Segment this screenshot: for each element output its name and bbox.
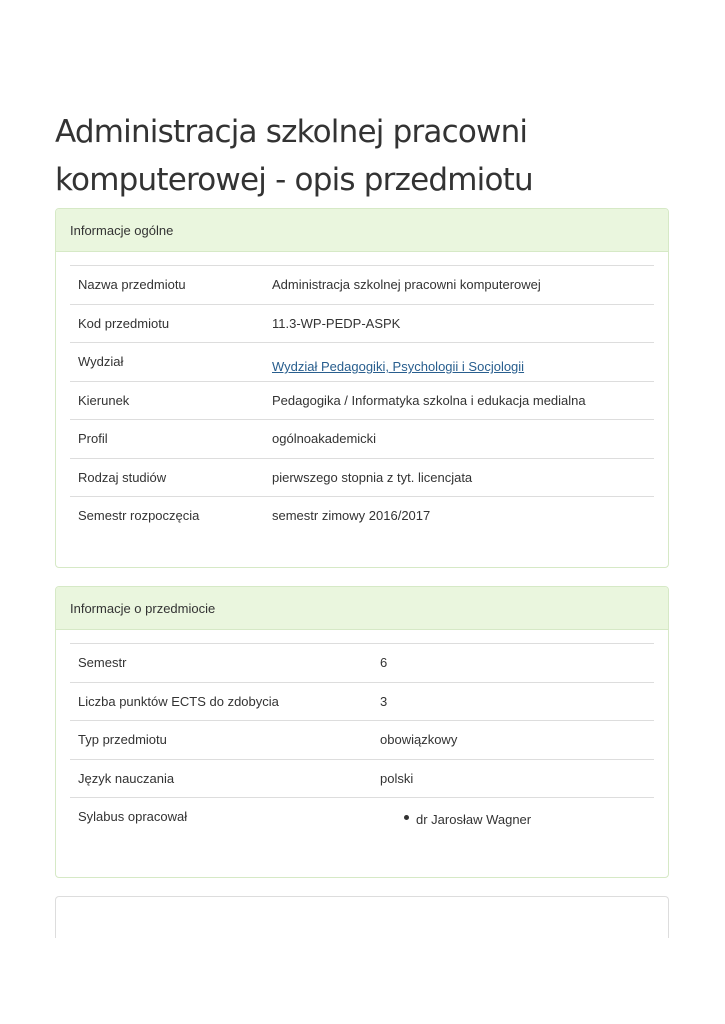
row-label: Semestr	[78, 655, 127, 670]
row-value: pierwszego stopnia z tyt. licencjata	[272, 469, 473, 485]
row-label: Nazwa przedmiotu	[78, 277, 186, 292]
subject-info-body	[56, 630, 668, 836]
row-value: Pedagogika / Informatyka szkolna i edukacja medialna	[272, 392, 586, 408]
table-row	[70, 721, 654, 760]
table-row	[70, 304, 654, 343]
page-bottom-cover	[0, 938, 725, 1024]
author-name: dr Jarosław Wagner	[416, 812, 532, 827]
subject-info-table	[70, 643, 654, 836]
row-label: Sylabus opracował	[78, 809, 188, 824]
table-row	[70, 381, 654, 420]
row-value	[372, 798, 654, 837]
row-value: polski	[380, 770, 414, 786]
row-value: Administracja szkolnej pracowni komputerowej	[272, 277, 541, 292]
general-info-body	[56, 252, 668, 535]
row-label: Typ przedmiotu	[78, 732, 167, 747]
general-info-heading: Informacje ogólne	[56, 209, 668, 252]
row-value: ogólnoakademicki	[272, 431, 377, 446]
list-item	[380, 812, 531, 827]
faculty-link[interactable]: Wydział Pedagogiki, Psychologii i Socjologii	[272, 359, 525, 374]
row-label: Wydział	[78, 354, 124, 369]
row-label: Profil	[78, 431, 108, 446]
row-value: semestr zimowy 2016/2017	[272, 508, 431, 523]
table-row	[70, 458, 654, 497]
table-row	[70, 759, 654, 798]
table-row	[70, 343, 654, 382]
row-label: Kod przedmiotu	[78, 315, 170, 331]
table-row	[70, 798, 654, 837]
table-row	[70, 644, 654, 683]
row-label: Semestr rozpoczęcia	[78, 508, 200, 523]
row-value: 6	[380, 655, 388, 670]
page-title: Administracja szkolnej pracowni komputerowej - opis przedmiotu	[55, 114, 533, 198]
row-value	[264, 343, 654, 382]
table-row	[70, 420, 654, 459]
bullet-icon	[404, 815, 409, 820]
table-row	[70, 682, 654, 721]
general-info-panel	[55, 208, 669, 568]
row-label: Rodzaj studiów	[78, 469, 167, 485]
row-label: Liczba punktów ECTS do zdobycia	[78, 693, 279, 709]
row-value: 3	[380, 693, 388, 709]
table-row	[70, 497, 654, 536]
general-info-table	[70, 265, 654, 535]
row-label: Język nauczania	[78, 770, 175, 786]
table-row	[70, 266, 654, 305]
row-label: Kierunek	[78, 392, 130, 408]
subject-info-panel	[55, 586, 669, 878]
row-value: obowiązkowy	[380, 732, 458, 747]
row-value: 11.3-WP-PEDP-ASPK	[272, 315, 401, 331]
subject-info-heading: Informacje o przedmiocie	[56, 587, 668, 630]
